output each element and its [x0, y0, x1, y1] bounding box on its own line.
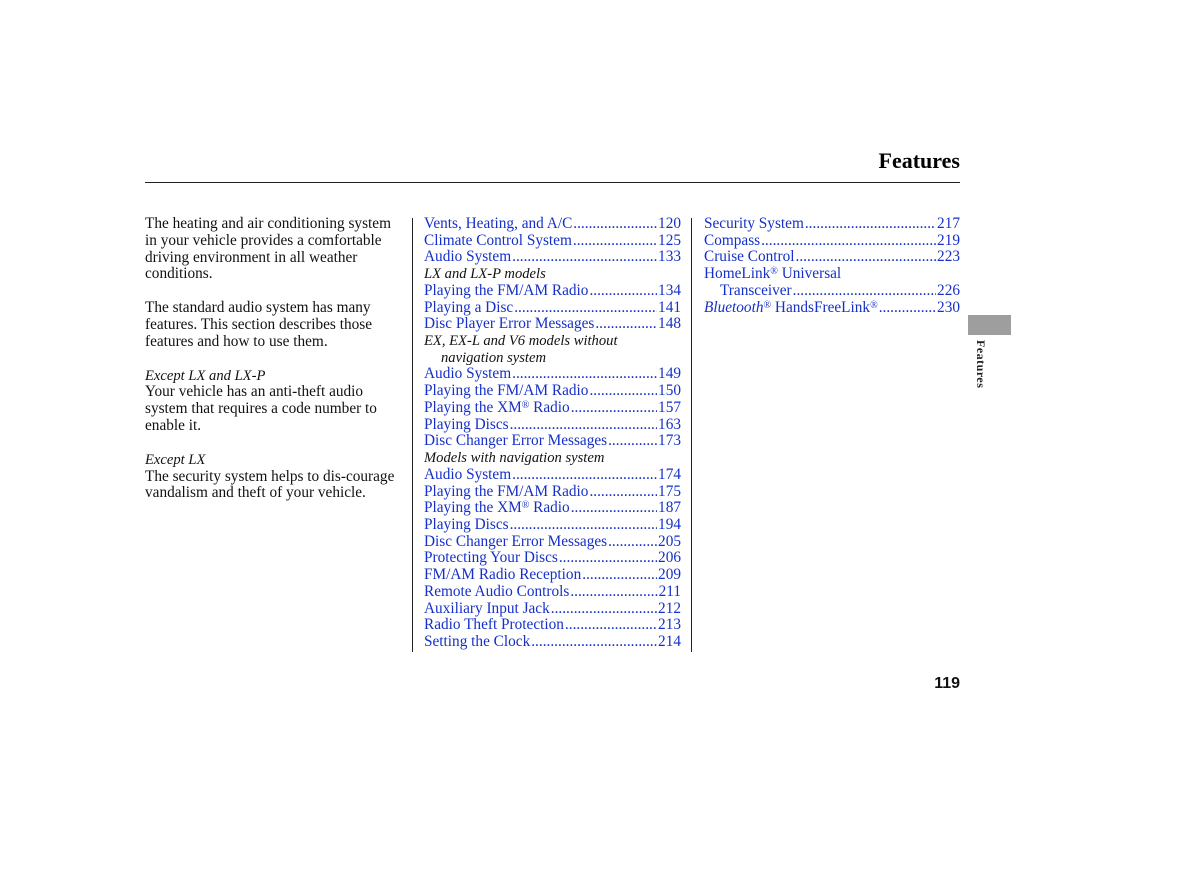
condition-note-except-lx: Except LX [145, 451, 206, 468]
toc-link-homelink[interactable]: HomeLink® Universal [704, 265, 842, 283]
toc-link-cruise-control[interactable]: Cruise Control ..... 223 [704, 249, 960, 266]
toc-link-disc-changer-errors[interactable]: Disc Changer Error Messages ..... 205 [424, 534, 681, 551]
toc-link-playing-discs[interactable]: Playing Discs ..... 163 [424, 417, 681, 434]
toc-link-vents-heating-ac[interactable]: Vents, Heating, and A/C ..... 120 [424, 216, 681, 233]
toc-link-protecting-discs[interactable]: Protecting Your Discs ..... 206 [424, 550, 681, 567]
toc-link-compass[interactable]: Compass ..... 219 [704, 233, 960, 250]
section-tab-label: Features [974, 340, 988, 389]
toc-column-2 [704, 216, 960, 316]
toc-link-audio-system[interactable]: Audio System ..... 149 [424, 366, 681, 383]
toc-link-fm-am-radio[interactable]: Playing the FM/AM Radio ..... 175 [424, 484, 681, 501]
intro-paragraph-anti-theft: Your vehicle has an anti-theft audio system that requires a code number to enable it. [145, 383, 377, 434]
toc-link-disc-changer-errors[interactable]: Disc Changer Error Messages ..... 173 [424, 433, 681, 450]
toc-link-setting-clock[interactable]: Setting the Clock ..... 214 [424, 634, 681, 651]
intro-paragraph-security: The security system helps to dis-courage vandalism and theft of your vehicle. [145, 467, 395, 502]
toc-link-xm-radio[interactable]: Playing the XM® Radio ..... 157 [424, 400, 681, 417]
toc-link-auxiliary-input[interactable]: Auxiliary Input Jack ..... 212 [424, 601, 681, 618]
page-number: 119 [934, 675, 960, 692]
toc-column-1 [424, 216, 681, 651]
toc-subheading-ex-models: EX, EX-L and V6 models without [424, 333, 618, 350]
toc-link-playing-disc[interactable]: Playing a Disc ..... 141 [424, 300, 681, 317]
column-divider [412, 218, 413, 652]
section-tab-marker [968, 315, 1011, 335]
toc-link-security-system[interactable]: Security System ..... 217 [704, 216, 960, 233]
toc-link-remote-audio-controls[interactable]: Remote Audio Controls ..... 211 [424, 584, 681, 601]
toc-link-fm-am-radio[interactable]: Playing the FM/AM Radio ..... 150 [424, 383, 681, 400]
toc-subheading-lx-models: LX and LX-P models [424, 266, 546, 283]
intro-paragraph-climate: The heating and air conditioning system in your vehicle provides a comfortable driving environment in all weather conditions. [145, 215, 391, 283]
title-divider [145, 182, 960, 183]
intro-column [145, 216, 400, 502]
toc-link-homelink-transceiver[interactable]: Transceiver ..... 226 [704, 283, 960, 300]
toc-subheading-nav-models: Models with navigation system [424, 450, 605, 467]
toc-link-xm-radio[interactable]: Playing the XM® Radio ..... 187 [424, 500, 681, 517]
toc-link-disc-player-errors[interactable]: Disc Player Error Messages ..... 148 [424, 316, 681, 333]
condition-note-except-lx-lxp: Except LX and LX-P [145, 367, 266, 384]
intro-paragraph-audio: The standard audio system has many features. This section describes those features and how to use them. [145, 299, 372, 350]
toc-subheading-ex-models-cont: navigation system [441, 349, 546, 366]
toc-link-bluetooth-handsfreelink[interactable]: Bluetooth® HandsFreeLink® ..... 230 [704, 300, 960, 317]
toc-link-radio-theft-protection[interactable]: Radio Theft Protection ..... 213 [424, 617, 681, 634]
page-title: Features [878, 148, 960, 173]
toc-link-playing-discs[interactable]: Playing Discs ..... 194 [424, 517, 681, 534]
toc-link-radio-reception[interactable]: FM/AM Radio Reception ..... 209 [424, 567, 681, 584]
toc-link-fm-am-radio[interactable]: Playing the FM/AM Radio ..... 134 [424, 283, 681, 300]
toc-link-audio-system[interactable]: Audio System ..... 174 [424, 467, 681, 484]
column-divider [691, 218, 692, 652]
toc-link-climate-control[interactable]: Climate Control System ..... 125 [424, 233, 681, 250]
toc-link-audio-system[interactable]: Audio System ..... 133 [424, 249, 681, 266]
